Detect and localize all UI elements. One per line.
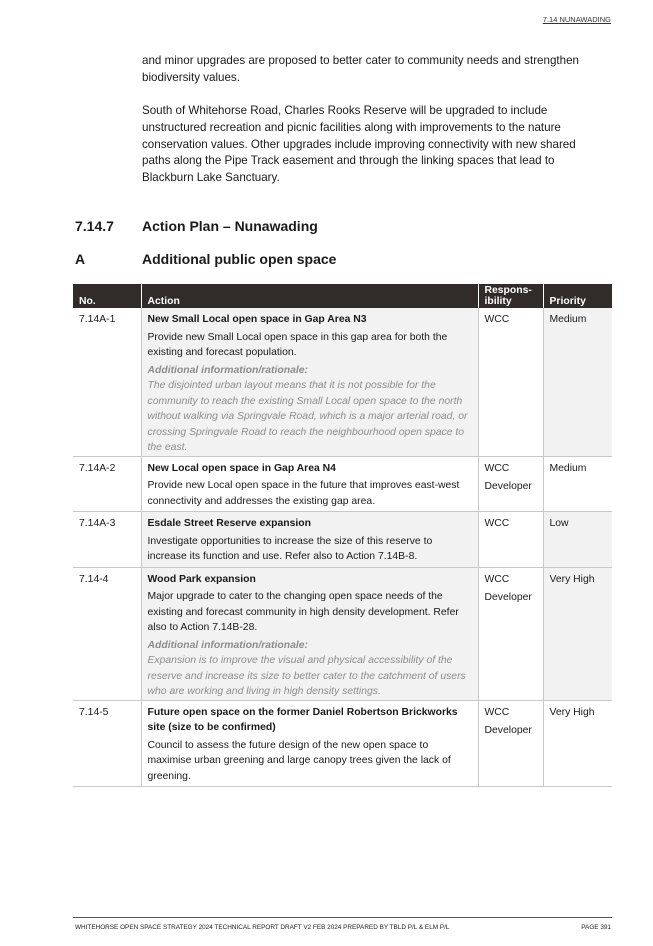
subsection-title: Additional public open space — [142, 251, 337, 267]
priority-cell: Medium — [543, 308, 612, 456]
action-description: Provide new Small Local open space in this gap area for both the existing and forecast population. — [147, 331, 448, 358]
section-number: 7.14.7 — [75, 218, 114, 234]
section-heading-action-plan — [75, 218, 318, 234]
responsibility-secondary: Developer — [484, 592, 532, 603]
action-description: Council to assess the future design of the new open space to maximise urban greening and large canopy trees given the lack of greening. — [147, 739, 451, 782]
body-paragraph-1: and minor upgrades are proposed to better cater to community needs and strengthen biodiversity values. — [142, 54, 579, 84]
responsibility-cell — [478, 308, 543, 456]
responsibility-cell — [478, 567, 543, 700]
action-description: Investigate opportunities to increase the size of this reserve to increase its function and use. Refer also to Action 7.14B-8. — [147, 535, 433, 562]
action-number: 7.14A-2 — [73, 456, 141, 512]
running-head: 7.14 NUNAWADING — [542, 15, 611, 24]
table-row — [73, 567, 612, 700]
action-title: Esdale Street Reserve expansion — [147, 518, 311, 529]
responsibility-primary: WCC — [484, 462, 510, 474]
action-title: Future open space on the former Daniel Robertson Brickworks site (size to be confirmed) — [147, 706, 458, 733]
table-row — [73, 308, 612, 456]
section-title: Action Plan – Nunawading — [142, 218, 318, 234]
action-title: New Local open space in Gap Area N4 — [147, 462, 336, 474]
footer-divider — [73, 917, 612, 918]
rationale-heading: Additional information/rationale: — [147, 639, 308, 651]
action-description: Major upgrade to cater to the changing open space needs of the existing and forecast community in high density development. Refer also to Action 7.14B-28. — [147, 591, 459, 633]
footer-page-number: PAGE 391 — [581, 924, 611, 931]
table-row — [73, 456, 612, 512]
action-cell — [141, 700, 478, 787]
priority-cell: Medium — [543, 456, 612, 512]
table-header-row — [73, 284, 612, 308]
body-paragraph-2: South of Whitehorse Road, Charles Rooks Reserve will be upgraded to include unstructured recreation and picnic facilities along with improvements to the nature conservation values. Other upgrades include improving connectivity with new shared paths along the Pipe Track easement and through the linking spaces that lead to Blackburn Lake Sanctuary. — [142, 104, 576, 185]
responsibility-cell — [478, 512, 543, 568]
rationale-text: Expansion is to improve the visual and physical accessibility of the reserve and increase its size to better cater to the catchment of users who are working and living in high density settings. — [147, 655, 466, 697]
header-action: Action — [141, 284, 478, 308]
footer-document-info: WHITEHORSE OPEN SPACE STRATEGY 2024 TECHNICAL REPORT DRAFT V2 FEB 2024 PREPARED BY TBLD P/L & ELM P/L — [75, 924, 450, 931]
subsection-letter: A — [75, 251, 86, 267]
action-number: 7.14-5 — [73, 700, 141, 787]
responsibility-primary: WCC — [484, 518, 510, 529]
table-row — [73, 512, 612, 568]
priority-cell: Very High — [543, 700, 612, 787]
action-number: 7.14A-1 — [73, 308, 141, 456]
rationale-text: The disjointed urban layout means that it is not possible for the community to reach the existing Small Local open space to the north without walking via Springvale Road, which is a major arterial road, or crossing Springvale Road to reach the neighbourhood open space to the east. — [147, 380, 468, 453]
action-cell — [141, 567, 478, 700]
priority-cell: Very High — [543, 567, 612, 700]
responsibility-cell — [478, 700, 543, 787]
responsibility-cell — [478, 456, 543, 512]
action-title: New Small Local open space in Gap Area N3 — [147, 314, 367, 325]
header-responsibility: Respons- ibility — [478, 284, 543, 308]
priority-cell: Low — [543, 512, 612, 568]
action-cell — [141, 512, 478, 568]
header-priority: Priority — [543, 284, 612, 308]
responsibility-primary: WCC — [484, 706, 510, 718]
table-row — [73, 700, 612, 787]
responsibility-secondary: Developer — [484, 481, 532, 492]
action-table — [73, 284, 612, 787]
subsection-heading-additional-open-space — [75, 251, 336, 267]
action-title: Wood Park expansion — [147, 573, 256, 585]
responsibility-primary: WCC — [484, 573, 510, 585]
header-no: No. — [73, 284, 141, 308]
action-number: 7.14-4 — [73, 567, 141, 700]
action-number: 7.14A-3 — [73, 512, 141, 568]
action-description: Provide new Local open space in the future that improves east-west connectivity and addresses the existing gap area. — [147, 480, 460, 507]
action-cell — [141, 456, 478, 512]
action-cell — [141, 308, 478, 456]
rationale-heading: Additional information/rationale: — [147, 364, 308, 376]
responsibility-primary: WCC — [484, 314, 510, 325]
responsibility-secondary: Developer — [484, 725, 532, 736]
